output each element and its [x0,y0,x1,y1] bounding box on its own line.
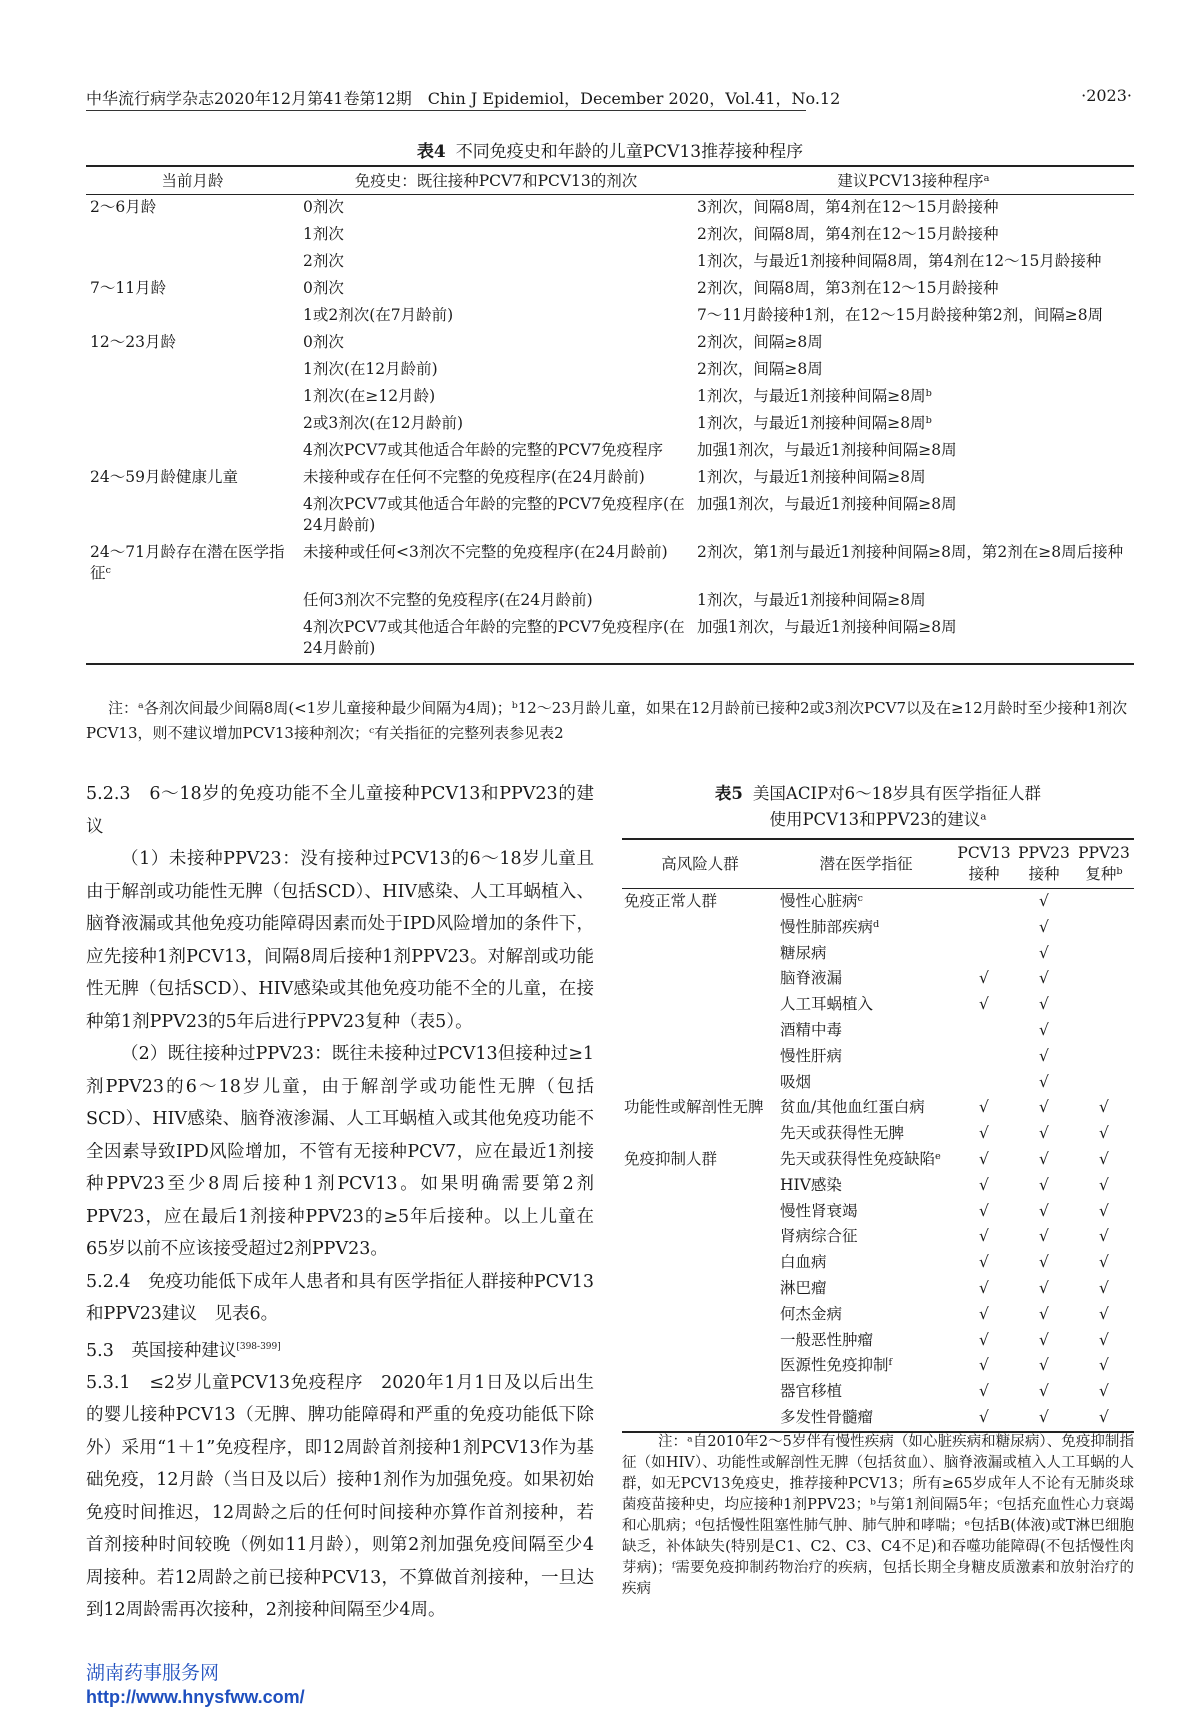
table-row [622,1199,1134,1225]
table-row [86,357,1134,384]
table-row [86,195,1134,223]
table5-header-cell: PPV23复种ᵇ [1074,839,1134,889]
table-row [622,1018,1134,1044]
check-cell-pcv13: √ [979,995,989,1014]
table5-header-cell: PPV23接种 [1014,839,1074,889]
check-cell-revax [1074,889,1134,915]
body-text-column [86,778,594,1627]
table4-label: 表4 [416,142,446,162]
table5-header-cell: 潜在医学指征 [778,839,954,889]
condition-cell: 人工耳蜗植入 [780,995,874,1014]
check-cell-pcv13 [954,941,1014,967]
paragraph-no-ppv23: （1）未接种PPV23：没有接种过PCV13的6～18岁儿童且由于解剖或功能性无脾（包括SCD）、HIV感染、人工耳蜗植入、脑脊液漏或其他免疫功能障碍因素而处于IPD风险增加的条件下，应先接种1剂PCV13，间隔8周后接种1剂PPV23。对解剖或功能性无脾（包括SCD）、HIV感染或其他免疫功能不全的儿童，在接种第1剂PPV23的5年后进行PPV23复种（表5）。 [86,849,594,1032]
table4-cell: 1剂次，与最近1剂接种间隔≥8周 [697,591,926,609]
risk-group-cell [622,1044,778,1070]
check-cell-pcv13: √ [979,1278,989,1297]
table-row [622,1328,1134,1354]
condition-cell: 器官移植 [780,1382,843,1401]
table4-body [86,195,1134,665]
check-cell-revax [1074,915,1134,941]
table4-caption [86,137,1134,162]
condition-cell: 贫血/其他血红蛋白病 [780,1098,925,1117]
table4-note: 注：ᵃ各剂次间最少间隔8周(<1岁儿童接种最少间隔为4周)；ᵇ12～23月龄儿童，如果在12月龄前已接种2或3剂次PCV7以及在≥12月龄时至少接种1剂次PCV13，则不建议增加PCV13接种剂次；ᶜ有关指征的完整列表参见表2 [86,699,1128,742]
condition-cell: 吸烟 [780,1072,812,1091]
table4-cell: 2剂次，间隔≥8周 [697,333,823,351]
section-5-2-4: 5.2.4 免疫功能低下成年人患者和具有医学指征人群接种PCV13和PPV23建议 见表6。 [86,1271,594,1324]
check-cell-revax: √ [1099,1227,1109,1246]
risk-group-cell [622,966,778,992]
table-row [86,384,1134,411]
check-cell-ppv23: √ [1039,1227,1049,1246]
check-cell-pcv13: √ [979,1149,989,1168]
check-cell-revax: √ [1074,1405,1134,1432]
header-rule [86,110,806,111]
table-row [86,249,1134,276]
condition-cell: 脑脊液漏 [780,969,843,988]
table4-cell: 1剂次，与最近1剂接种间隔≥8周ᵇ [697,387,932,405]
check-cell-revax: √ [1099,1098,1109,1117]
table4-cell: 1剂次 [303,225,344,243]
table-row [622,1173,1134,1199]
condition-cell: HIV感染 [780,1175,842,1194]
table-row [622,915,1134,941]
table-row [622,1379,1134,1405]
risk-group-cell [622,941,778,967]
risk-group-cell [622,915,778,941]
table-row [622,1353,1134,1379]
table-row [622,992,1134,1018]
table-row [622,1224,1134,1250]
risk-group-cell [622,1121,778,1147]
table4-cell [86,438,299,465]
table-row [86,330,1134,357]
check-cell-revax [1074,1070,1134,1096]
check-cell-ppv23: √ [1039,1020,1049,1039]
condition-cell: 慢性肝病 [780,1046,843,1065]
check-cell-pcv13: √ [979,1098,989,1117]
check-cell-ppv23: √ [1039,1149,1049,1168]
check-cell-ppv23: √ [1039,1253,1049,1272]
check-cell-ppv23: √ [1039,969,1049,988]
table4-cell: 2或3剂次(在12月龄前) [303,414,464,432]
table-row [622,1276,1134,1302]
check-cell-ppv23: √ [1039,1175,1049,1194]
check-cell-revax: √ [1099,1382,1109,1401]
table-row [622,966,1134,992]
condition-cell: 先天或获得性无脾 [780,1124,905,1143]
table4-cell: 1剂次(在12月龄前) [303,360,438,378]
check-cell-pcv13: √ [979,1356,989,1375]
check-cell-ppv23: √ [1039,1278,1049,1297]
check-cell-ppv23: √ [1039,1304,1049,1323]
check-cell-pcv13 [954,1018,1014,1044]
table-row [86,540,1134,588]
table-row [622,1121,1134,1147]
check-cell-pcv13: √ [979,1253,989,1272]
risk-group-cell [622,1302,778,1328]
check-cell-pcv13: √ [979,1227,989,1246]
check-cell-revax: √ [1099,1356,1109,1375]
risk-group-cell [622,1018,778,1044]
table4-cell: 3剂次，间隔8周，第4剂在12～15月龄接种 [697,198,999,216]
condition-cell: 慢性肺部疾病ᵈ [780,917,880,936]
risk-group-cell [622,1250,778,1276]
section-5-2-3-heading: 5.2.3 6～18岁的免疫功能不全儿童接种PCV13和PPV23的建议 [86,784,594,837]
check-cell-ppv23: √ [1039,917,1049,936]
check-cell-pcv13 [954,915,1014,941]
table4-header-cell: 当前月龄 [86,166,299,195]
table-row [86,411,1134,438]
site-url[interactable]: http://www.hnysfww.com/ [86,1687,305,1707]
table4 [86,165,1134,665]
risk-group-cell: 免疫抑制人群 [624,1149,718,1168]
check-cell-revax [1074,992,1134,1018]
table4-cell [86,249,299,276]
check-cell-revax: √ [1099,1330,1109,1349]
check-cell-pcv13: √ [979,1201,989,1220]
check-cell-ppv23: √ [1039,1072,1049,1091]
check-cell-revax: √ [1099,1278,1109,1297]
table-row [622,1302,1134,1328]
condition-cell: 多发性骨髓瘤 [778,1405,954,1432]
table4-cell: 7～11月龄 [90,279,167,297]
risk-group-cell [622,1224,778,1250]
table4-cell: 2剂次，第1剂与最近1剂接种间隔≥8周，第2剂在≥8周后接种 [697,543,1124,561]
check-cell-revax: √ [1099,1201,1109,1220]
table5-body [622,889,1134,1432]
section-5-3-heading: 5.3 英国接种建议[398-399] [86,1340,281,1361]
table-row [622,1405,1134,1432]
table4-cell: 7～11月龄接种1剂，在12～15月龄接种第2剂，间隔≥8周 [697,306,1104,324]
risk-group-cell [622,1328,778,1354]
condition-cell: 肾病综合征 [780,1227,858,1246]
check-cell-revax [1074,941,1134,967]
table-row [86,438,1134,465]
check-cell-pcv13: √ [979,1304,989,1323]
condition-cell: 慢性心脏病ᶜ [780,892,863,910]
table-row [86,492,1134,540]
table4-cell: 加强1剂次，与最近1剂接种间隔≥8周 [693,615,1134,664]
table4-cell: 1剂次，与最近1剂接种间隔8周，第4剂在12～15月龄接种 [697,252,1102,270]
watermark-site [86,1658,305,1708]
section-5-3-1: 5.3.1 ≤2岁儿童PCV13免疫程序 2020年1月1日及以后出生的婴儿接种PCV13（无脾、脾功能障碍和严重的免疫功能低下除外）采用“1＋1”免疫程序，即12周龄首剂接种1剂PCV13作为基础免疫，12月龄（当日及以后）接种1剂作为加强免疫。如果初始免疫时间推迟，12周龄之后的任何时间接种亦算作首剂接种，若首剂接种时间较晚（例如11月龄），则第2剂加强免疫间隔至少4周接种。若12周龄之前已接种PCV13，不算做首剂接种，一旦达到12周龄需再次接种，2剂接种间隔至少4周。 [86,1372,594,1621]
table5-title-line1: 美国ACIP对6～18岁具有医学指征人群 [752,784,1042,803]
table-row [86,588,1134,615]
table5-note: 注：ᵃ自2010年2～5岁伴有慢性疾病（如心脏疾病和糖尿病）、免疫抑制指征（如HIV）、功能性或解剖性无脾（包括贫血）、脑脊液漏或植入人工耳蜗的人群，如无PCV13免疫史，推荐接种PCV13；所有≥65岁成年人不论有无肺炎球菌疫苗接种史，均应接种1剂PPV23；ᵇ与第1剂间隔5年；ᶜ包括充血性心力衰竭和心肌病；ᵈ包括慢性阻塞性肺气肿、肺气肿和哮喘；ᵉ包括B(体液)或T淋巴细胞缺乏，补体缺失(特别是C1、C2、C3、C4不足)和吞噬功能障碍(不包括慢性肉芽病)；ᶠ需要免疫抑制药物治疗的疾病，包括长期全身糖皮质激素和放射治疗的疾病 [622,1434,1134,1597]
table4-cell: 1或2剂次(在7月龄前) [303,306,454,324]
check-cell-ppv23: √ [1039,1098,1049,1117]
table-row [86,303,1134,330]
table-row [622,1044,1134,1070]
table5-caption [622,781,1134,833]
risk-group-cell: 免疫正常人群 [624,892,718,910]
table4-cell: 加强1剂次，与最近1剂接种间隔≥8周 [697,441,957,459]
risk-group-cell [622,1379,778,1405]
table5-header-cell: 高风险人群 [622,839,778,889]
check-cell-ppv23: √ [1039,1201,1049,1220]
check-cell-revax: √ [1099,1304,1109,1323]
condition-cell: 白血病 [780,1253,827,1272]
site-name: 湖南药事服务网 [86,1663,220,1684]
table5-header-cell: PCV13接种 [954,839,1014,889]
check-cell-ppv23: √ [1039,1046,1049,1065]
table-row [86,615,1134,664]
table4-cell: 1剂次，与最近1剂接种间隔≥8周ᵇ [697,414,932,432]
condition-cell: 慢性肾衰竭 [780,1201,858,1220]
risk-group-cell [622,992,778,1018]
table4-cell: 任何3剂次不完整的免疫程序(在24月龄前) [303,591,593,609]
table5-label: 表5 [714,784,743,803]
check-cell-pcv13: √ [979,1124,989,1143]
risk-group-cell: 功能性或解剖性无脾 [624,1098,764,1117]
condition-cell: 先天或获得性免疫缺陷ᵉ [780,1149,942,1168]
check-cell-pcv13 [954,1070,1014,1096]
risk-group-cell [622,1173,778,1199]
table4-header-row [86,166,1134,195]
condition-cell: 糖尿病 [780,943,827,962]
check-cell-pcv13 [954,889,1014,915]
table4-cell [86,222,299,249]
table4-cell: 2剂次 [303,252,344,270]
table-row [622,1147,1134,1173]
check-cell-ppv23: √ [1039,943,1049,962]
table4-cell: 0剂次 [303,279,344,297]
table4-cell: 12～23月龄 [90,333,176,351]
table4-cell: 0剂次 [303,198,344,216]
table4-cell: 2剂次，间隔≥8周 [697,360,823,378]
table-row [622,1250,1134,1276]
table4-cell [86,492,299,540]
table4-cell [86,357,299,384]
table-row [622,1095,1134,1121]
table4-cell: 1剂次，与最近1剂接种间隔≥8周 [697,468,926,486]
table4-header-cell: 免疫史：既往接种PCV7和PCV13的剂次 [299,166,693,195]
check-cell-ppv23: √ [1039,1124,1049,1143]
table4-cell: 未接种或存在任何不完整的免疫程序(在24月龄前) [303,468,645,486]
table4-title: 不同免疫史和年龄的儿童PCV13推荐接种程序 [455,142,804,162]
table4-header-cell: 建议PCV13接种程序ᵃ [693,166,1134,195]
table4-cell: 加强1剂次，与最近1剂接种间隔≥8周 [697,495,957,513]
condition-cell: 一般恶性肿瘤 [780,1330,874,1349]
table4-cell: 2剂次，间隔8周，第4剂在12～15月龄接种 [697,225,999,243]
check-cell-revax: √ [1099,1149,1109,1168]
table4-cell: 0剂次 [303,333,344,351]
check-cell-ppv23: √ [1039,995,1049,1014]
table4-cell: 4剂次PCV7或其他适合年龄的完整的PCV7免疫程序(在24月龄前) [303,495,685,534]
check-cell-revax [1074,1044,1134,1070]
check-cell-pcv13 [954,1044,1014,1070]
table-row [622,941,1134,967]
check-cell-ppv23: √ [1039,1382,1049,1401]
table4-cell: 1剂次(在≥12月龄) [303,387,436,405]
check-cell-ppv23: √ [1039,1356,1049,1375]
citation-ref: [398-399] [236,1341,281,1352]
table4-cell: 2～6月龄 [90,198,157,216]
paragraph-prior-ppv23: （2）既往接种过PPV23：既往未接种过PCV13但接种过≥1剂PPV23的6～18岁儿童，由于解剖学或功能性无脾（包括SCD）、HIV感染、脑脊液渗漏、人工耳蜗植入或其他免疫功能不全因素导致IPD风险增加，不管有无接种PCV7，应在最近1剂接种PPV23至少8周后接种1剂PCV13。如果明确需要第2剂PPV23，应在最后1剂接种PPV23的≥5年后接种。以上儿童在65岁以前不应该接受超过2剂PPV23。 [86,1044,594,1259]
condition-cell: 医源性免疫抑制ᶠ [780,1356,892,1375]
check-cell-pcv13: √ [979,1382,989,1401]
check-cell-revax: √ [1099,1175,1109,1194]
check-cell-revax: √ [1099,1253,1109,1272]
check-cell-ppv23: √ [1039,892,1049,910]
risk-group-cell [622,1070,778,1096]
table4-cell: 4剂次PCV7或其他适合年龄的完整的PCV7免疫程序 [303,441,664,459]
page-number: ·2023· [1081,86,1132,105]
condition-cell: 酒精中毒 [780,1020,843,1039]
risk-group-cell [622,1199,778,1225]
table4-cell [86,411,299,438]
condition-cell: 何杰金病 [780,1304,843,1323]
table4-cell [86,303,299,330]
check-cell-ppv23: √ [1014,1405,1074,1432]
check-cell-pcv13: √ [979,969,989,988]
condition-cell: 淋巴瘤 [780,1278,827,1297]
check-cell-ppv23: √ [1039,1330,1049,1349]
table5-title-line2: 使用PCV13和PPV23的建议ᵃ [769,810,987,829]
running-header [86,86,1132,109]
check-cell-pcv13: √ [979,1175,989,1194]
table5 [622,838,1134,1433]
table4-cell: 24～71月龄存在潜在医学指征ᶜ [90,543,285,582]
table-row [86,465,1134,492]
check-cell-pcv13: √ [979,1330,989,1349]
table4-cell: 2剂次，间隔8周，第3剂在12～15月龄接种 [697,279,999,297]
table4-cell [86,615,299,664]
check-cell-revax [1074,966,1134,992]
table-row [86,276,1134,303]
table4-cell: 未接种或任何<3剂次不完整的免疫程序(在24月龄前) [303,543,668,561]
table4-cell [86,588,299,615]
table4-cell: 24～59月龄健康儿童 [90,468,238,486]
table-row [622,889,1134,915]
table5-header-row [622,839,1134,889]
table4-cell: 4剂次PCV7或其他适合年龄的完整的PCV7免疫程序(在24月龄前) [299,615,693,664]
risk-group-cell [622,1405,778,1432]
check-cell-pcv13: √ [954,1405,1014,1432]
check-cell-revax [1074,1018,1134,1044]
check-cell-revax: √ [1099,1124,1109,1143]
table4-cell [86,384,299,411]
risk-group-cell [622,1276,778,1302]
table-row [86,222,1134,249]
table-row [622,1070,1134,1096]
journal-citation: 中华流行病学杂志2020年12月第41卷第12期 Chin J Epidemiol，December 2020，Vol.41，No.12 [86,89,841,108]
risk-group-cell [622,1353,778,1379]
